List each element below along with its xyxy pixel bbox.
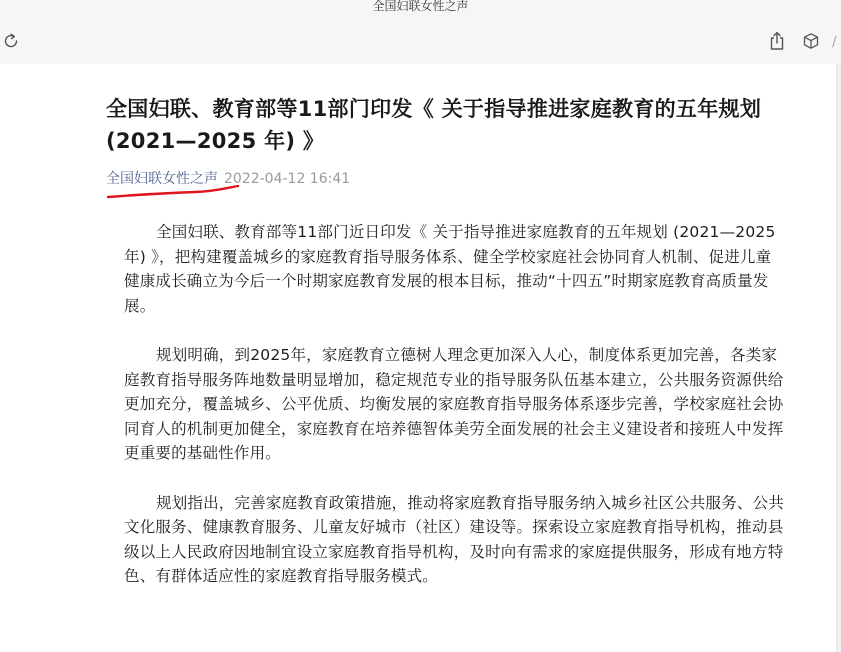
red-annotation-underline [104, 182, 244, 202]
article-paragraph: 规划指出，完善家庭教育政策措施，推动将家庭教育指导服务纳入城乡社区公共服务、公共文化服务、健康教育服务、儿童友好城市（社区）建设等。探索设立家庭教育指导机构，推动县级以上人民政府因地制宜设立家庭教育指导机构，及时向有需求的家庭提供服务，形成有地方特色、有群体适应性的家庭教育指导服务模式。 [124, 493, 785, 585]
reload-icon[interactable] [0, 30, 22, 52]
publish-date: 2022-04-12 16:41 [224, 171, 351, 187]
sidebar-edge-glyph: / [832, 34, 837, 50]
window-titlebar [0, 0, 841, 64]
cube-icon[interactable] [800, 30, 822, 52]
source-link[interactable]: 全国妇联女性之声 [106, 171, 218, 187]
article-body [124, 220, 784, 614]
article-paragraph: 全国妇联、教育部等11部门近日印发《 关于指导推进家庭教育的五年规划 (2021—2025 年) 》，把构建覆盖城乡的家庭教育指导服务体系、健全学校家庭社会协同育人机制、促进儿童健康成长确立为今后一个时期家庭教育发展的根本目标，推动“十四五”时期家庭教育高质量发展。 [124, 223, 776, 315]
window-title: 全国妇联女性之声 [372, 0, 469, 13]
sidebar-edge [836, 64, 841, 652]
article-title: 全国妇联、教育部等11部门印发《 关于指导推进家庭教育的五年规划 (2021—2025 年) 》 [106, 97, 762, 153]
share-icon[interactable] [766, 30, 788, 52]
article-paragraph: 规划明确，到2025年，家庭教育立德树人理念更加深入人心，制度体系更加完善，各类家庭教育指导服务阵地数量明显增加，稳定规范专业的指导服务队伍基本建立，公共服务资源供给更加充分，覆盖城乡、公平优质、均衡发展的家庭教育指导服务体系逐步完善，学校家庭社会协同育人的机制更加健全，家庭教育在培养德智体美劳全面发展的社会主义建设者和接班人中发挥更重要的基础性作用。 [124, 346, 784, 462]
